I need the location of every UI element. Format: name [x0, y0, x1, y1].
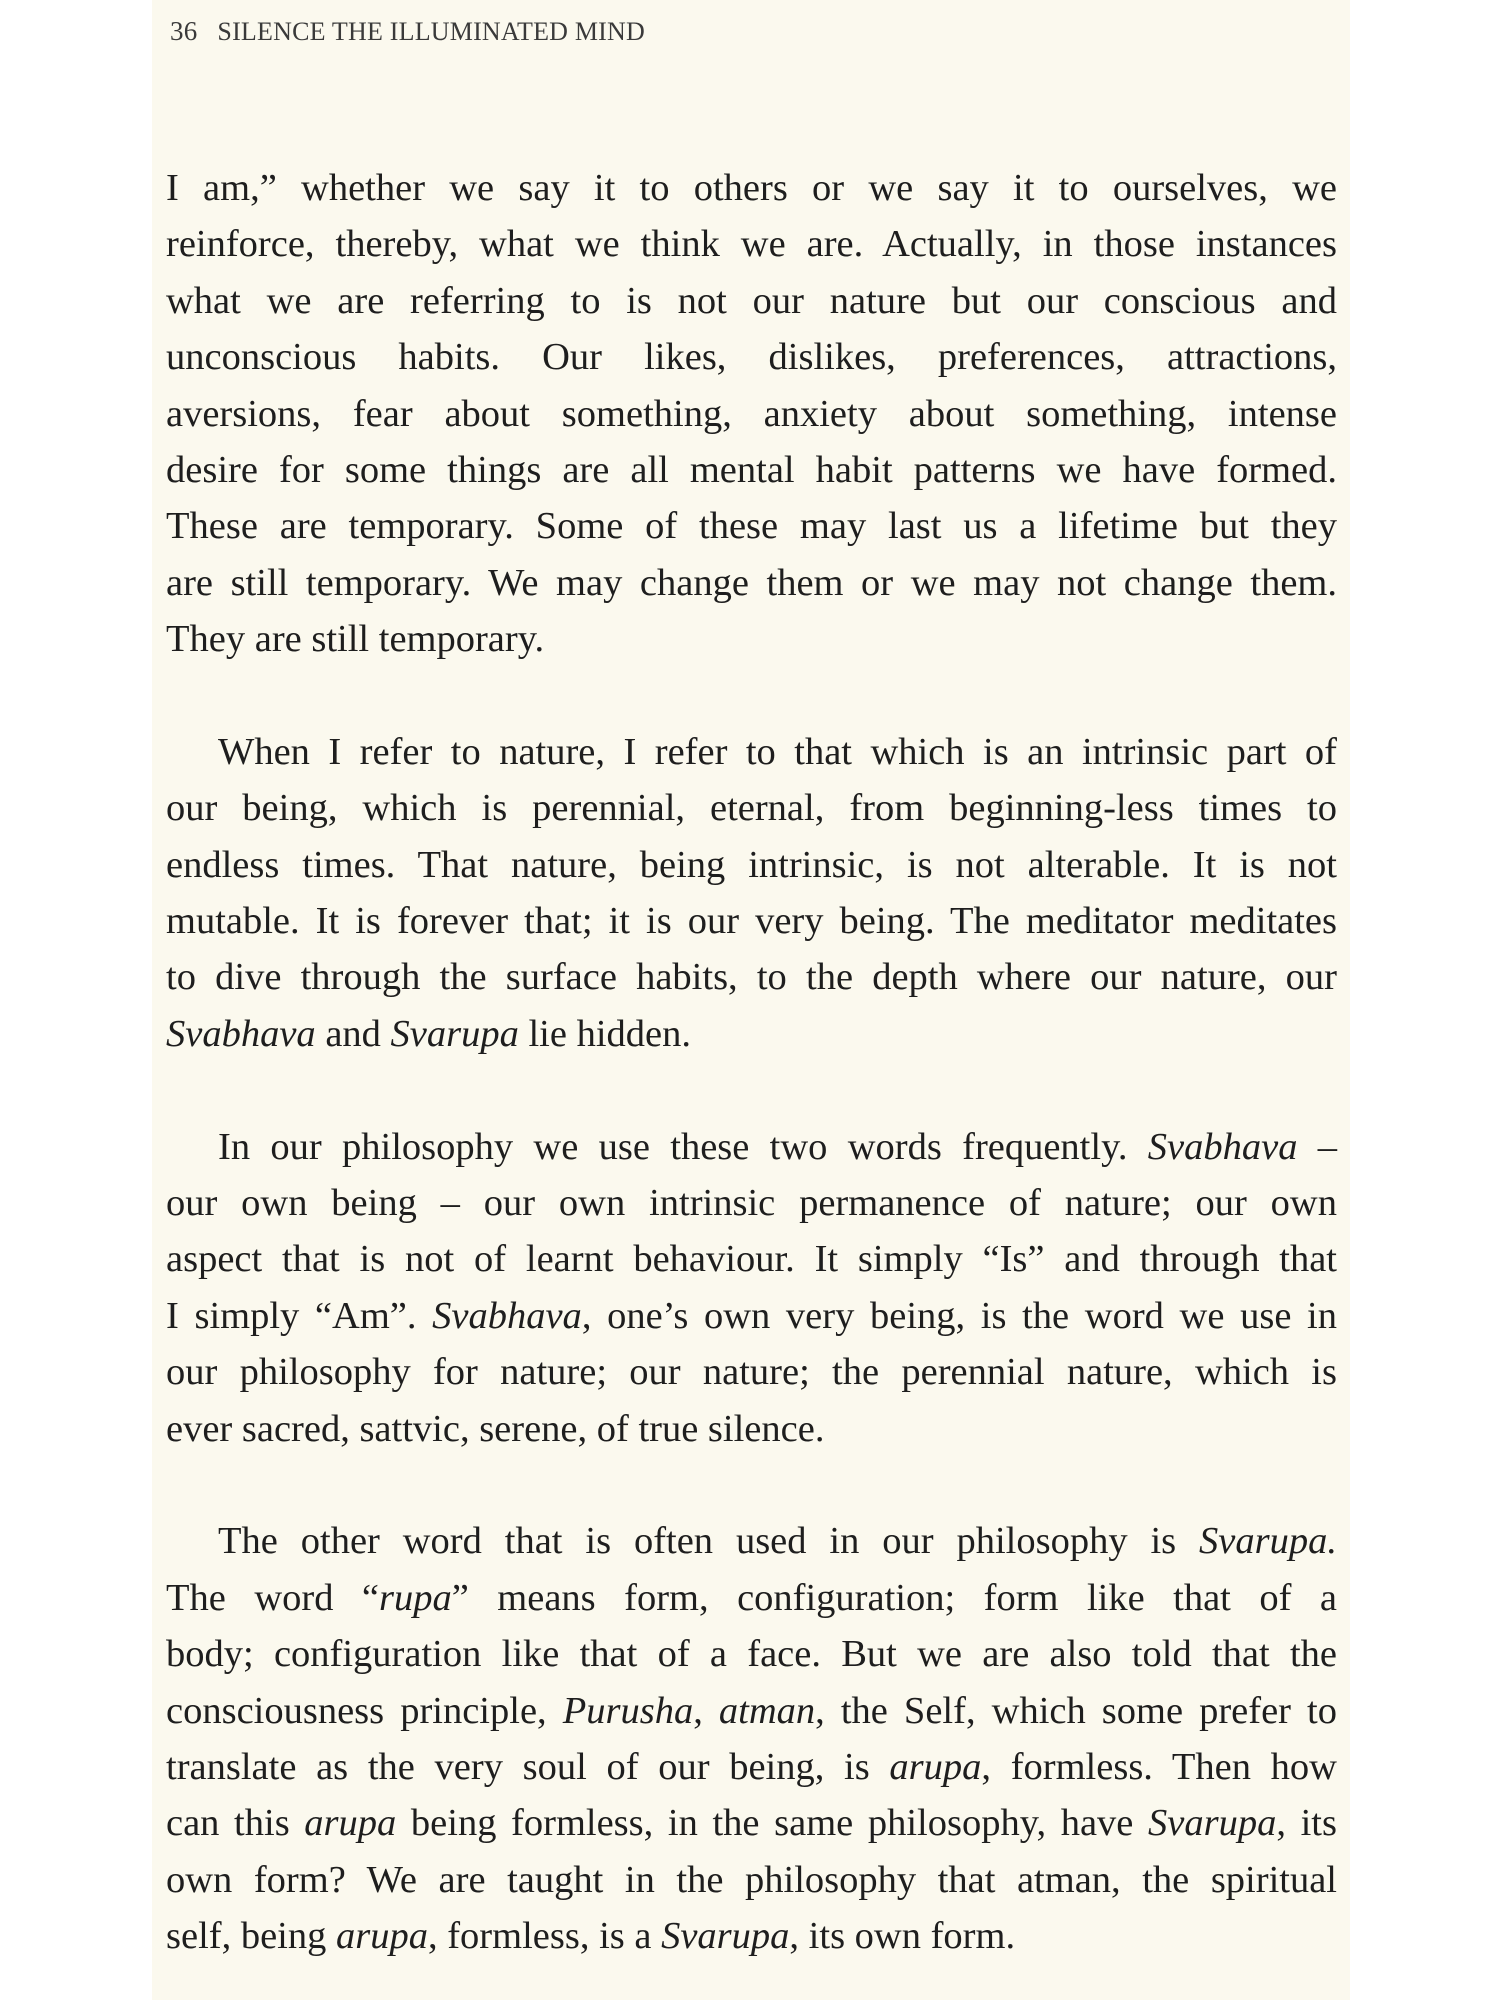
- text-line: consciousness principle, Purusha, atman, the Self, which some prefer to: [166, 1689, 1338, 1732]
- text-line: When I refer to nature, I refer to that which is an intrinsic part of: [218, 730, 1337, 773]
- text-line: aversions, fear about something, anxiety about something, intense: [166, 392, 1337, 435]
- text-line: reinforce, thereby, what we think we are. Actually, in those instances: [166, 223, 1337, 266]
- text-line: aspect that is not of learnt behaviour. It simply “Is” and through that: [166, 1238, 1337, 1281]
- text-line: They are still temporary.: [166, 618, 545, 661]
- text-line: endless times. That nature, being intrinsic, is not alterable. It is not: [166, 843, 1337, 886]
- text-line: body; configuration like that of a face. But we are also told that the: [166, 1633, 1337, 1676]
- text-line: I am,” whether we say it to others or we say it to ourselves, we: [166, 167, 1337, 209]
- text-line: Svabhava and Svarupa lie hidden.: [166, 1012, 692, 1055]
- italic-term: Svarupa.: [1199, 1520, 1337, 1563]
- text-line: are still temporary. We may change them or we may not change them.: [166, 561, 1337, 604]
- paragraph-gap: [166, 1457, 1337, 1513]
- text-line: The word “rupa” means form, configuration; form like that of a: [166, 1576, 1337, 1619]
- text-line: I simply “Am”. Svabhava, one’s own very being, is the word we use in: [166, 1294, 1337, 1337]
- text-line: These are temporary. Some of these may last us a lifetime but they: [166, 505, 1337, 548]
- text-line: unconscious habits. Our likes, dislikes, preferences, attractions,: [166, 336, 1337, 379]
- running-head: [170, 16, 645, 47]
- italic-term: Svabhava: [166, 1012, 316, 1055]
- italic-term: Svarupa: [390, 1012, 519, 1055]
- italic-term: Purusha: [562, 1689, 694, 1732]
- text-line: translate as the very soul of our being, is arupa, formless. Then how: [166, 1745, 1337, 1788]
- book-page: [152, 0, 1350, 2000]
- text-line: mutable. It is forever that; it is our very being. The meditator meditates: [166, 900, 1337, 943]
- paragraph: [166, 1119, 1337, 1457]
- text-line: In our philosophy we use these two words frequently. Svabhava –: [218, 1125, 1338, 1168]
- text-line: ever sacred, sattvic, serene, of true silence.: [166, 1407, 825, 1450]
- paragraph-gap: [166, 668, 1337, 724]
- italic-term: arupa: [336, 1915, 428, 1958]
- text-line: our own being – our own intrinsic permanence of nature; our own: [166, 1182, 1337, 1225]
- text-line: desire for some things are all mental habit patterns we have formed.: [166, 448, 1337, 491]
- paragraph-gap: [166, 1062, 1337, 1118]
- italic-term: Svarupa: [1148, 1802, 1277, 1845]
- paragraph: [166, 1513, 1337, 1964]
- text-line: our philosophy for nature; our nature; the perennial nature, which is: [166, 1351, 1337, 1394]
- page-number: 36: [170, 16, 198, 46]
- body-text: [166, 160, 1337, 1965]
- text-line: what we are referring to is not our nature but our conscious and: [166, 279, 1337, 322]
- italic-term: Svarupa: [661, 1915, 790, 1958]
- book-title: SILENCE THE ILLUMINATED MIND: [217, 17, 645, 46]
- text-line: The other word that is often used in our philosophy is Svarupa.: [218, 1520, 1337, 1563]
- italic-term: rupa: [379, 1576, 452, 1619]
- italic-term: arupa: [304, 1802, 397, 1845]
- paragraph: [166, 160, 1337, 668]
- italic-term: Svabhava: [1147, 1125, 1298, 1168]
- text-line: can this arupa being formless, in the same philosophy, have Svarupa, its: [166, 1802, 1337, 1845]
- italic-term: arupa: [889, 1745, 982, 1788]
- text-line: self, being arupa, formless, is a Svarupa, its own form.: [166, 1915, 1016, 1958]
- text-line: own form? We are taught in the philosophy that atman, the spiritual: [166, 1858, 1337, 1901]
- paragraph: [166, 724, 1337, 1062]
- text-line: to dive through the surface habits, to the depth where our nature, our: [166, 956, 1337, 999]
- italic-term: atman: [718, 1689, 816, 1732]
- text-line: our being, which is perennial, eternal, from beginning-less times to: [166, 787, 1337, 830]
- italic-term: Svabhava: [432, 1294, 582, 1337]
